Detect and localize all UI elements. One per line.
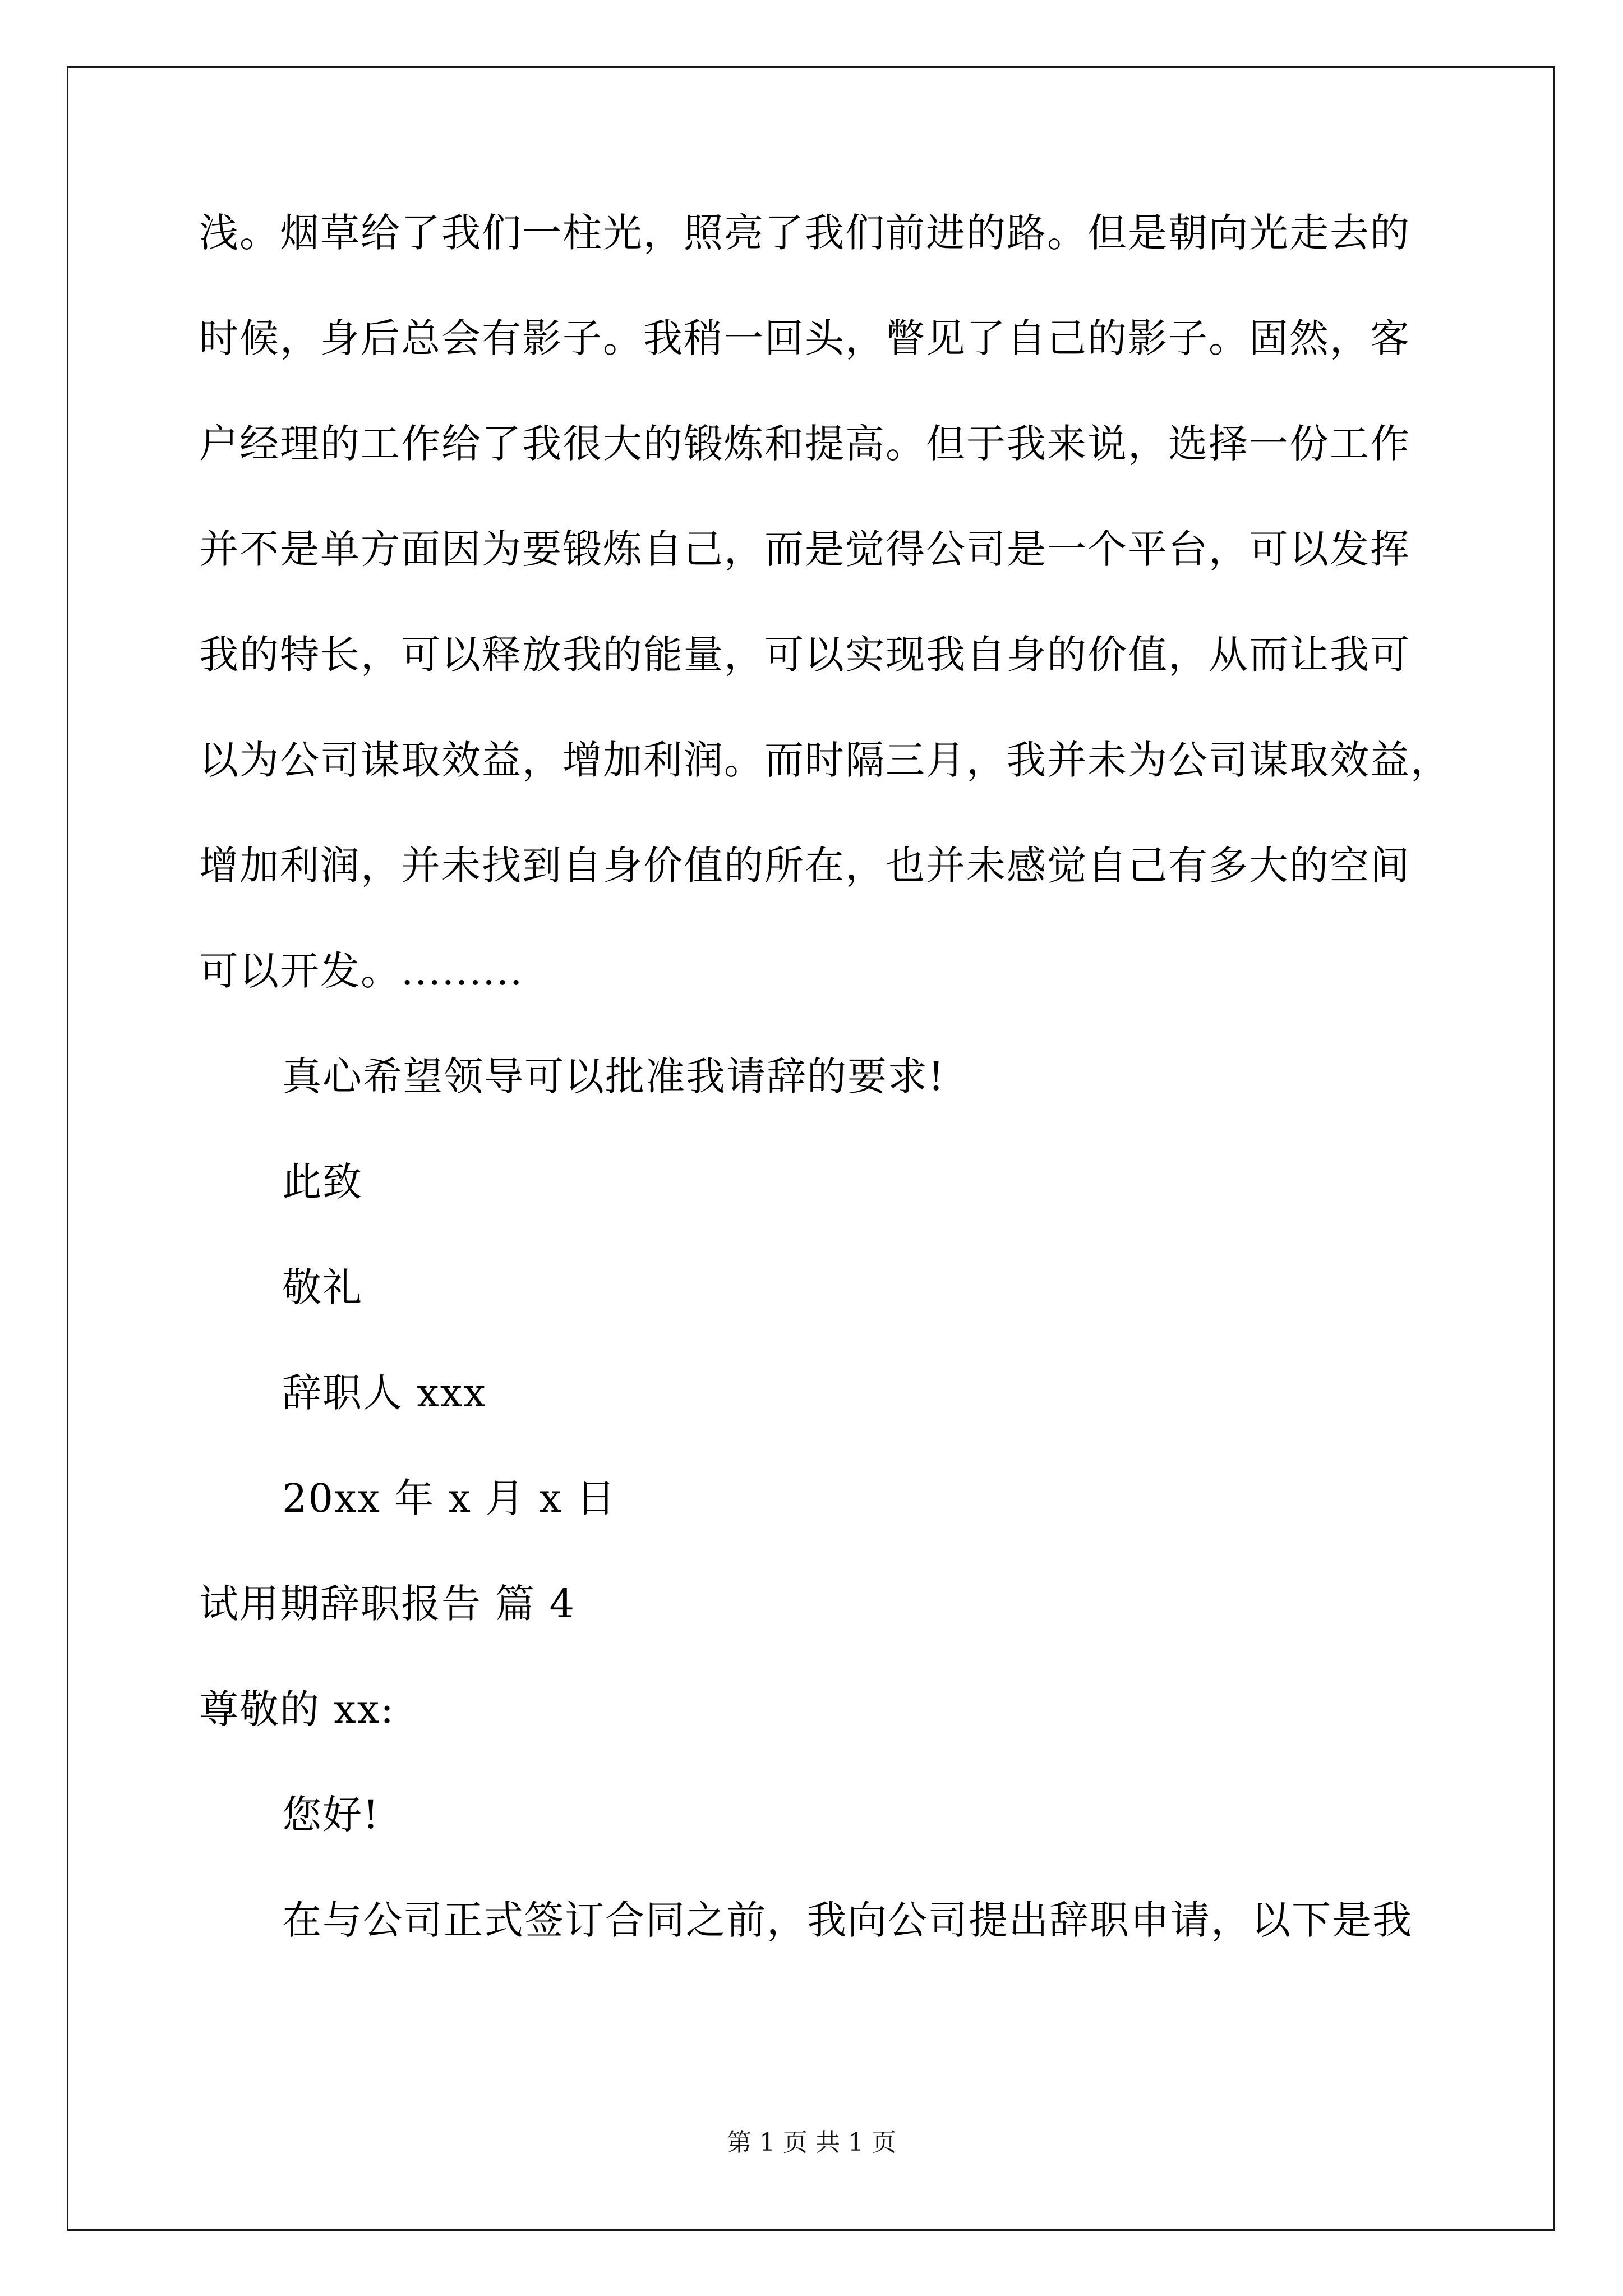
addressee: 尊敬的 xx: <box>199 1686 395 1732</box>
signer: 辞职人 xxx <box>282 1370 487 1416</box>
date: 20xx 年 x 月 x 日 <box>282 1475 617 1521</box>
regards: 敬礼 <box>282 1264 363 1310</box>
paragraph-line: 时候，身后总会有影子。我稍一回头，瞥见了自己的影子。固然，客 <box>199 315 1410 361</box>
salutation-closing: 此致 <box>282 1159 363 1205</box>
section-title: 试用期辞职报告 篇 4 <box>199 1581 576 1627</box>
closing-request: 真心希望领导可以批准我请辞的要求! <box>282 1053 946 1099</box>
paragraph-line: 可以开发。......... <box>199 948 524 994</box>
page-footer: 第 1 页 共 1 页 <box>727 2128 896 2157</box>
paragraph-line: 户经理的工作给了我很大的锻炼和提高。但于我来说，选择一份工作 <box>199 421 1410 467</box>
paragraph-line: 并不是单方面因为要锻炼自己，而是觉得公司是一个平台，可以发挥 <box>199 526 1410 572</box>
paragraph-line: 浅。烟草给了我们一柱光，照亮了我们前进的路。但是朝向光走去的 <box>199 210 1410 256</box>
paragraph-line: 以为公司谋取效益，增加利润。而时隔三月，我并未为公司谋取效益， <box>199 737 1451 783</box>
paragraph-line: 我的特长，可以释放我的能量，可以实现我自身的价值，从而让我可 <box>199 632 1410 678</box>
greeting: 您好! <box>282 1792 380 1838</box>
paragraph-line: 增加利润，并未找到自身价值的所在，也并未感觉自己有多大的空间 <box>199 843 1410 889</box>
next-paragraph-line: 在与公司正式签订合同之前，我向公司提出辞职申请，以下是我 <box>282 1897 1413 1943</box>
